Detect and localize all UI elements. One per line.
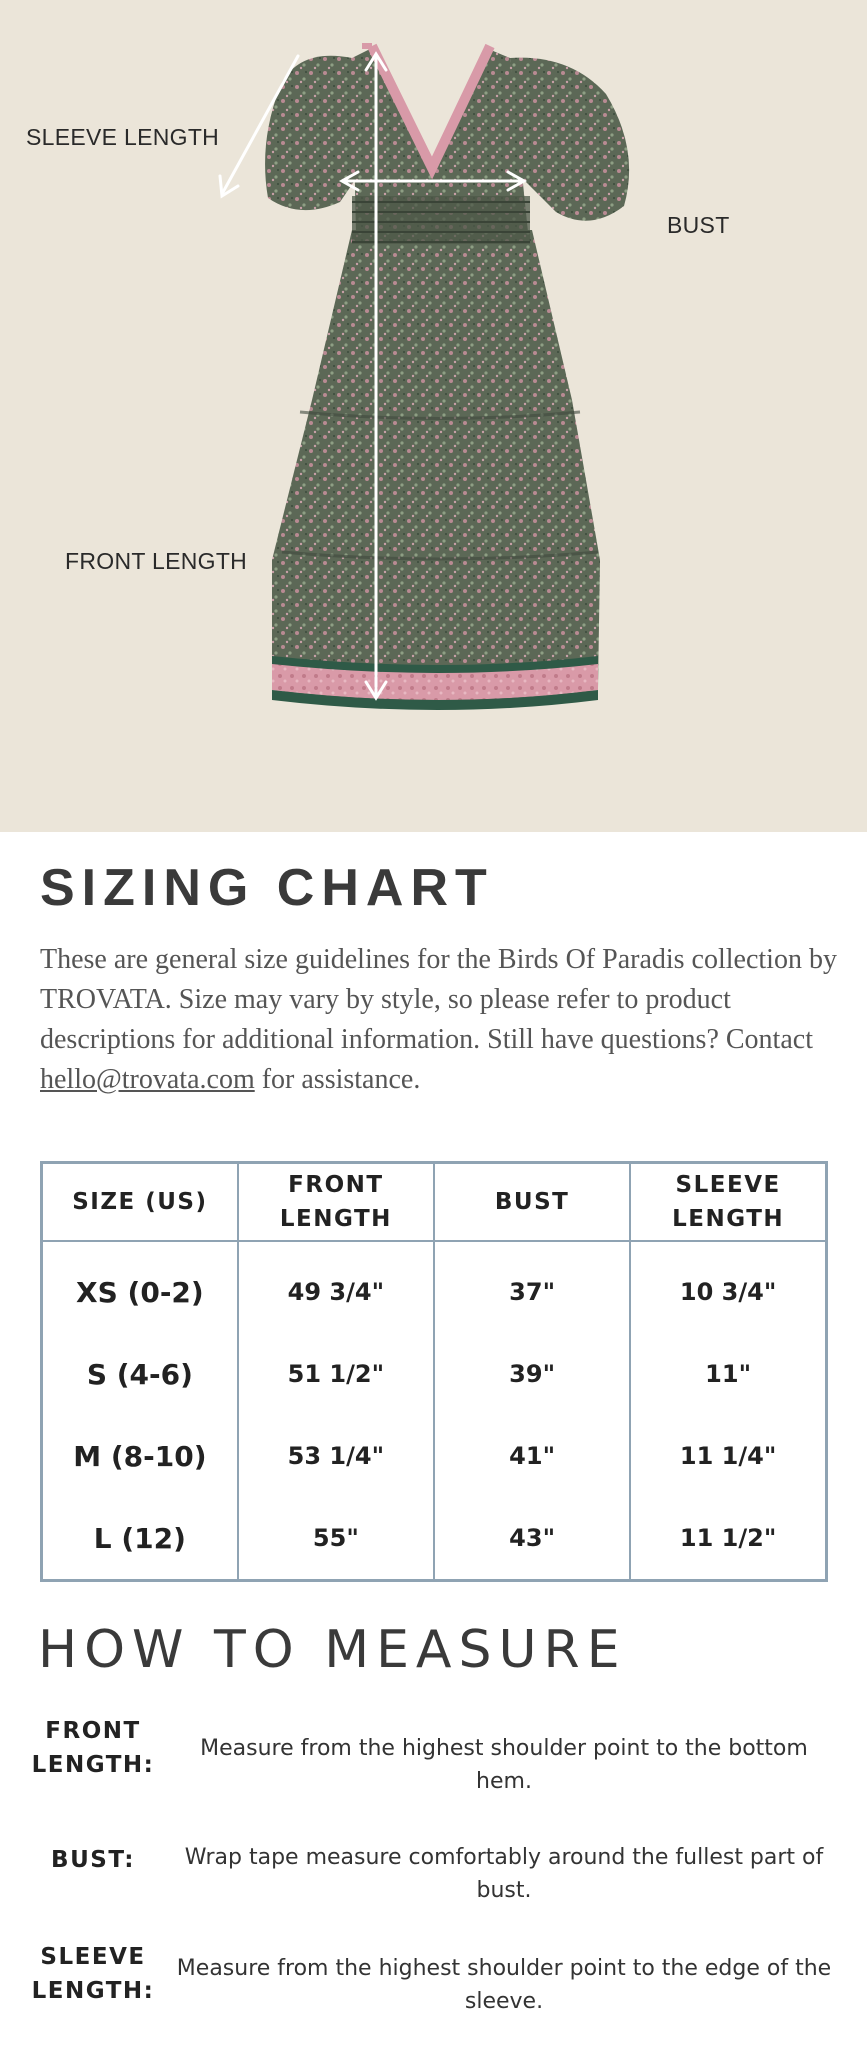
cell-size: S (4-6) (42, 1333, 238, 1415)
contact-email-link[interactable]: hello@trovata.com (40, 1064, 255, 1095)
dress-left-sleeve (265, 56, 362, 210)
measure-definition: Wrap tape measure comfortably around the fullest part of bust. (184, 1845, 824, 1903)
header-sleeve-length: SLEEVE LENGTH (630, 1163, 826, 1242)
cell-size: M (8-10) (42, 1415, 238, 1497)
cell-front-length: 49 3/4" (238, 1241, 434, 1333)
measure-term: FRONT LENGTH: (31, 1718, 155, 1778)
intro-paragraph (40, 940, 840, 1100)
cell-size: XS (0-2) (42, 1241, 238, 1333)
cell-sleeve-length: 10 3/4" (630, 1241, 826, 1333)
cell-sleeve-length: 11" (630, 1333, 826, 1415)
cell-bust: 41" (434, 1415, 630, 1497)
table-row (42, 1241, 827, 1333)
intro-text: These are general size guidelines for the Birds Of Paradis collection by TROVATA. Size may vary by style, so please refer to product descriptions for additional information. Still have questions? Contact (40, 944, 837, 1055)
cell-sleeve-length: 11 1/4" (630, 1415, 826, 1497)
intro-suffix: for assistance. (254, 1064, 421, 1095)
table-row (42, 1415, 827, 1497)
cell-front-length: 53 1/4" (238, 1415, 434, 1497)
cell-front-length: 55" (238, 1497, 434, 1581)
table-row (42, 1333, 827, 1415)
cell-bust: 43" (434, 1497, 630, 1581)
header-size: SIZE (US) (42, 1163, 238, 1242)
header-front-length: FRONT LENGTH (238, 1163, 434, 1242)
table-row (42, 1497, 827, 1581)
dress-skirt (272, 230, 600, 706)
measure-definition: Measure from the highest shoulder point to the bottom hem. (200, 1736, 808, 1794)
table-header-row (42, 1163, 827, 1242)
measure-term: BUST: (51, 1847, 135, 1873)
measure-term: SLEEVE LENGTH: (31, 1944, 155, 2004)
front-length-label: FRONT LENGTH (65, 548, 248, 574)
page-title: SIZING CHART (40, 859, 494, 917)
how-to-measure-heading: HOW TO MEASURE (38, 1620, 627, 1680)
sleeve-length-label: SLEEVE LENGTH (26, 124, 220, 150)
header-bust: BUST (434, 1163, 630, 1242)
cell-bust: 37" (434, 1241, 630, 1333)
cell-size: L (12) (42, 1497, 238, 1581)
cell-front-length: 51 1/2" (238, 1333, 434, 1415)
cell-sleeve-length: 11 1/2" (630, 1497, 826, 1581)
cell-bust: 39" (434, 1333, 630, 1415)
bust-label: BUST (667, 212, 730, 238)
dress-measurement-image (0, 0, 867, 832)
measure-definition: Measure from the highest shoulder point to the edge of the sleeve. (176, 1956, 832, 2014)
size-table (40, 1161, 828, 1582)
